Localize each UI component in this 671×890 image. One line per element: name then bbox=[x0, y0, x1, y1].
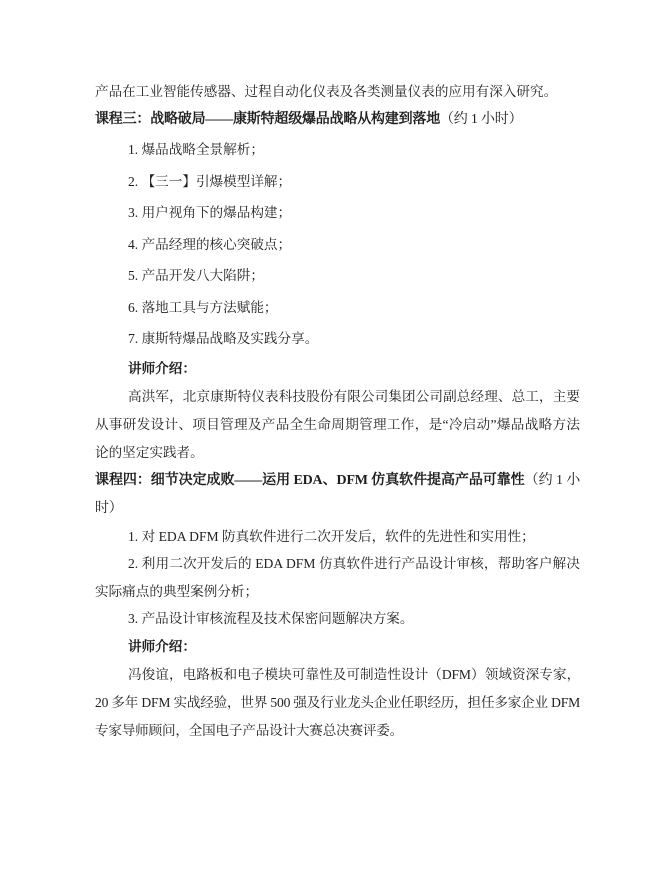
course4-item-2: 2. 利用二次开发后的 EDA DFM 仿真软件进行产品设计审核，帮助客户解决实际痛点的典型案例分析； bbox=[95, 556, 580, 599]
course3-item-6: 6. 落地工具与方法赋能； bbox=[128, 299, 278, 315]
course3-heading-duration: （约 1 小时） bbox=[440, 112, 523, 127]
course3-item-3: 3. 用户视角下的爆品构建； bbox=[128, 205, 292, 220]
course3-outline-list bbox=[95, 134, 580, 355]
course3-instructor-bio: 高洪军，北京康斯特仪表科技股份有限公司集团公司副总经理、总工，主要从事研发设计、项目管理及产品全生命周期管理工作，是“冷启动”爆品战略方法论的坚定实践者。 bbox=[95, 388, 580, 460]
course4-instructor-bio: 冯俊谊，电路板和电子模块可靠性及可制造性设计（DFM）领域资深专家，20 多年 DFM 实战经验，世界 500 强及行业龙头企业任职经历，担任多家企业 DFM 专家导师顾问，全国电子产品设计大赛总决赛评委。 bbox=[95, 666, 580, 738]
course4-heading-duration: （约 1 小时） bbox=[95, 472, 580, 516]
intro-paragraph: 产品在工业智能传感器、过程自动化仪表及各类测量仪表的应用有深入研究。 bbox=[95, 84, 558, 99]
course3-instructor-label: 讲师介绍： bbox=[128, 360, 196, 376]
course4-item-1: 1. 对 EDA DFM 防真软件进行二次开发后，软件的先进性和实用性； bbox=[128, 528, 535, 544]
course3-item-1: 1. 爆品战略全景解析； bbox=[128, 142, 264, 157]
course3-item-4: 4. 产品经理的核心突破点； bbox=[128, 236, 292, 252]
course4-item-3: 3. 产品设计审核流程及技术保密问题解决方案。 bbox=[128, 611, 414, 626]
course3-item-7: 7. 康斯特爆品战略及实践分享。 bbox=[128, 331, 319, 346]
course4-outline-list bbox=[95, 523, 580, 633]
course4-heading bbox=[95, 467, 580, 523]
course4-instructor-label: 讲师介绍： bbox=[128, 638, 196, 654]
course3-heading bbox=[95, 106, 580, 134]
course3-item-2: 2. 【三一】引爆模型详解； bbox=[128, 173, 292, 189]
course3-item-5: 5. 产品开发八大陷阱； bbox=[128, 268, 264, 283]
course4-heading-title: 课程四：细节决定成败——运用 EDA、DFM 仿真软件提高产品可靠性 bbox=[95, 472, 525, 488]
course3-heading-title: 课程三：战略破局——康斯特超级爆品战略从构建到落地 bbox=[95, 112, 440, 127]
